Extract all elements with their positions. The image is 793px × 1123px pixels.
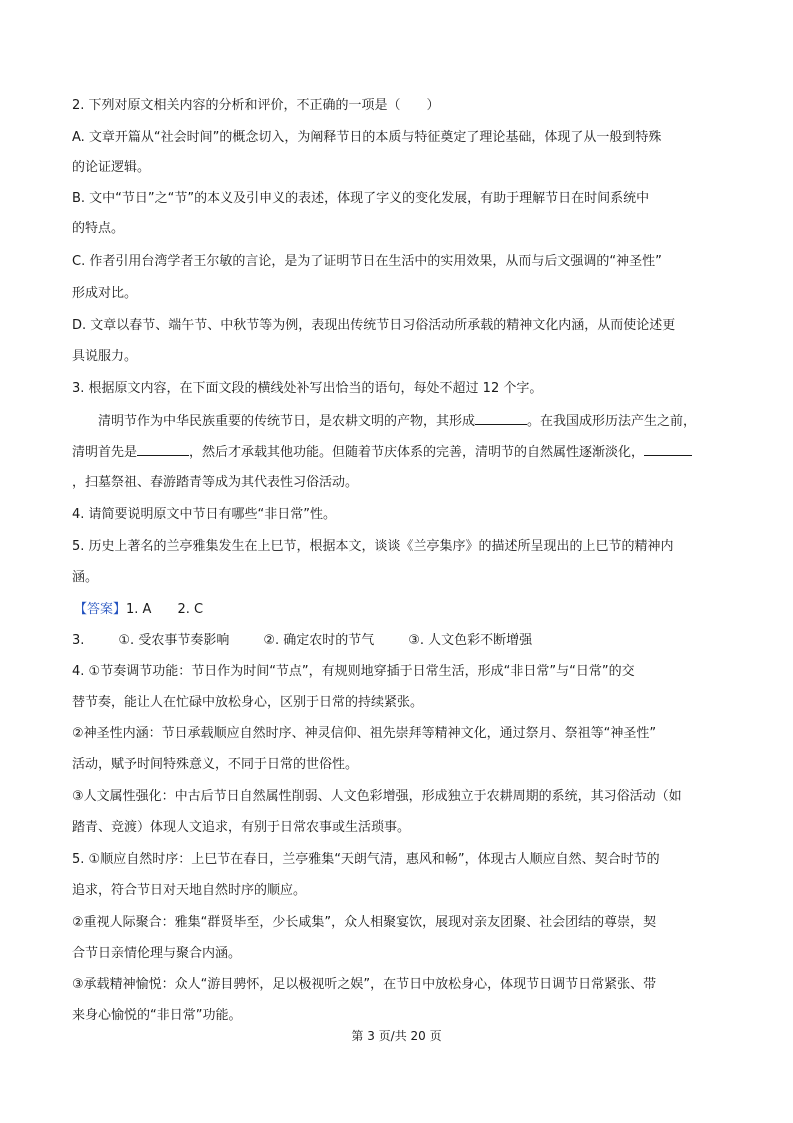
q2-option-d-line2: 具说服力。 [72, 349, 138, 364]
q3-passage-text: 清明首先是 [72, 445, 138, 460]
q5-stem-line1: 5. 历史上著名的兰亭雅集发生在上巳节，根据本文，谈谈《兰亭集序》的描述所呈现出的上巳节的精神内 [72, 539, 674, 554]
q3-passage-line1 [72, 412, 732, 431]
answer-2: 2. C [177, 602, 204, 617]
answer-5-line4: 合节日亲情伦理与聚合内涵。 [72, 946, 242, 961]
q3-stem: 3. 根据原文内容，在下面文段的横线处补写出恰当的语句，每处不超过 12 个字。 [72, 381, 543, 396]
answer-4-line1: 4. ①节奏调节功能：节日作为时间“节点”，有规则地穿插于日常生活，形成“非日常”与“日常”的交 [72, 664, 635, 679]
answer-line-1-2 [74, 601, 734, 619]
answer-5-line6: 来身心愉悦的“非日常”功能。 [72, 1008, 242, 1023]
answer-5-line3: ②重视人际聚合：雅集“群贤毕至，少长咸集”，众人相聚宴饮，展现对亲友团聚、社会团结的尊崇，契 [72, 915, 657, 930]
answer-1: 1. A [126, 602, 152, 617]
answer-5-line2: 追求，符合节日对天地自然时序的顺应。 [72, 883, 307, 898]
answer-5-line1: 5. ①顺应自然时序：上巳节在春日，兰亭雅集“天朗气清，惠风和畅”，体现古人顺应自然、契合时节的 [72, 852, 660, 867]
answer-tag: 【答案】 [74, 602, 127, 617]
fill-blank-1[interactable] [475, 412, 527, 425]
answer-3-item-3: ③. 人文色彩不断增强 [408, 633, 533, 648]
q2-option-d-line1: D. 文章以春节、端午节、中秋节等为例，表现出传统节日习俗活动所承载的精神文化内涵，从而使论述更 [72, 318, 676, 333]
answer-3-item-1: ①. 受农事节奏影响 [118, 633, 230, 648]
q3-passage-line3: ，扫墓祭祖、春游踏青等成为其代表性习俗活动。 [72, 475, 359, 490]
answer-5-line5: ③承载精神愉悦：众人“游目骋怀，足以极视听之娱”，在节日中放松身心，体现节日调节日常紧张、带 [72, 977, 657, 992]
q5-stem-line2: 涵。 [72, 570, 99, 585]
q4-stem: 4. 请简要说明原文中节日有哪些“非日常”性。 [72, 507, 337, 522]
fill-blank-3[interactable] [644, 443, 692, 456]
answer-3-line [72, 632, 732, 650]
fill-blank-2[interactable] [137, 443, 189, 456]
answer-4-line3: ②神圣性内涵：节日承载顺应自然时序、神灵信仰、祖先崇拜等精神文化，通过祭月、祭祖等“神圣性” [72, 726, 657, 741]
answer-4-line5: ③人文属性强化：中古后节日自然属性削弱、人文色彩增强，形成独立于农耕周期的系统，其习俗活动（如 [72, 789, 682, 804]
answer-4-line2: 替节奏，能让人在忙碌中放松身心，区别于日常的持续紧张。 [72, 695, 424, 710]
q2-option-c-line1: C. 作者引用台湾学者王尔敏的言论，是为了证明节日在生活中的实用效果，从而与后文强调的“神圣性” [72, 254, 662, 269]
q2-stem: 2. 下列对原文相关内容的分析和评价，不正确的一项是（ ） [72, 98, 440, 113]
q2-option-c-line2: 形成对比。 [72, 286, 138, 301]
q3-passage-text: ，然后才承载其他功能。但随着节庆体系的完善，清明节的自然属性逐渐淡化， [189, 445, 645, 460]
answer-3-item-2: ②. 确定农时的节气 [263, 633, 375, 648]
q2-option-b-line1: B. 文中“节日”之“节”的本义及引申义的表述，体现了字义的变化发展，有助于理解节日在时间系统中 [72, 191, 650, 206]
q3-passage-text: 。在我国成形历法产生之前， [527, 414, 697, 429]
q3-passage-text: 清明节作为中华民族重要的传统节日，是农耕文明的产物，其形成 [98, 414, 476, 429]
q3-passage-line2 [72, 443, 732, 462]
answer-4-line6: 踏青、竞渡）体现人文追求，有别于日常农事或生活琐事。 [72, 820, 411, 835]
q2-option-a-line2: 的论证逻辑。 [72, 160, 151, 175]
answer-4-line4: 活动，赋予时间特殊意义，不同于日常的世俗性。 [72, 757, 359, 772]
q2-option-b-line2: 的特点。 [72, 221, 125, 236]
answer-3-number: 3. [72, 633, 85, 648]
q2-option-a-line1: A. 文章开篇从“社会时间”的概念切入，为阐释节日的本质与特征奠定了理论基础，体现了从一般到特殊 [72, 130, 662, 145]
page-footer: 第 3 页/共 20 页 [351, 1029, 442, 1043]
